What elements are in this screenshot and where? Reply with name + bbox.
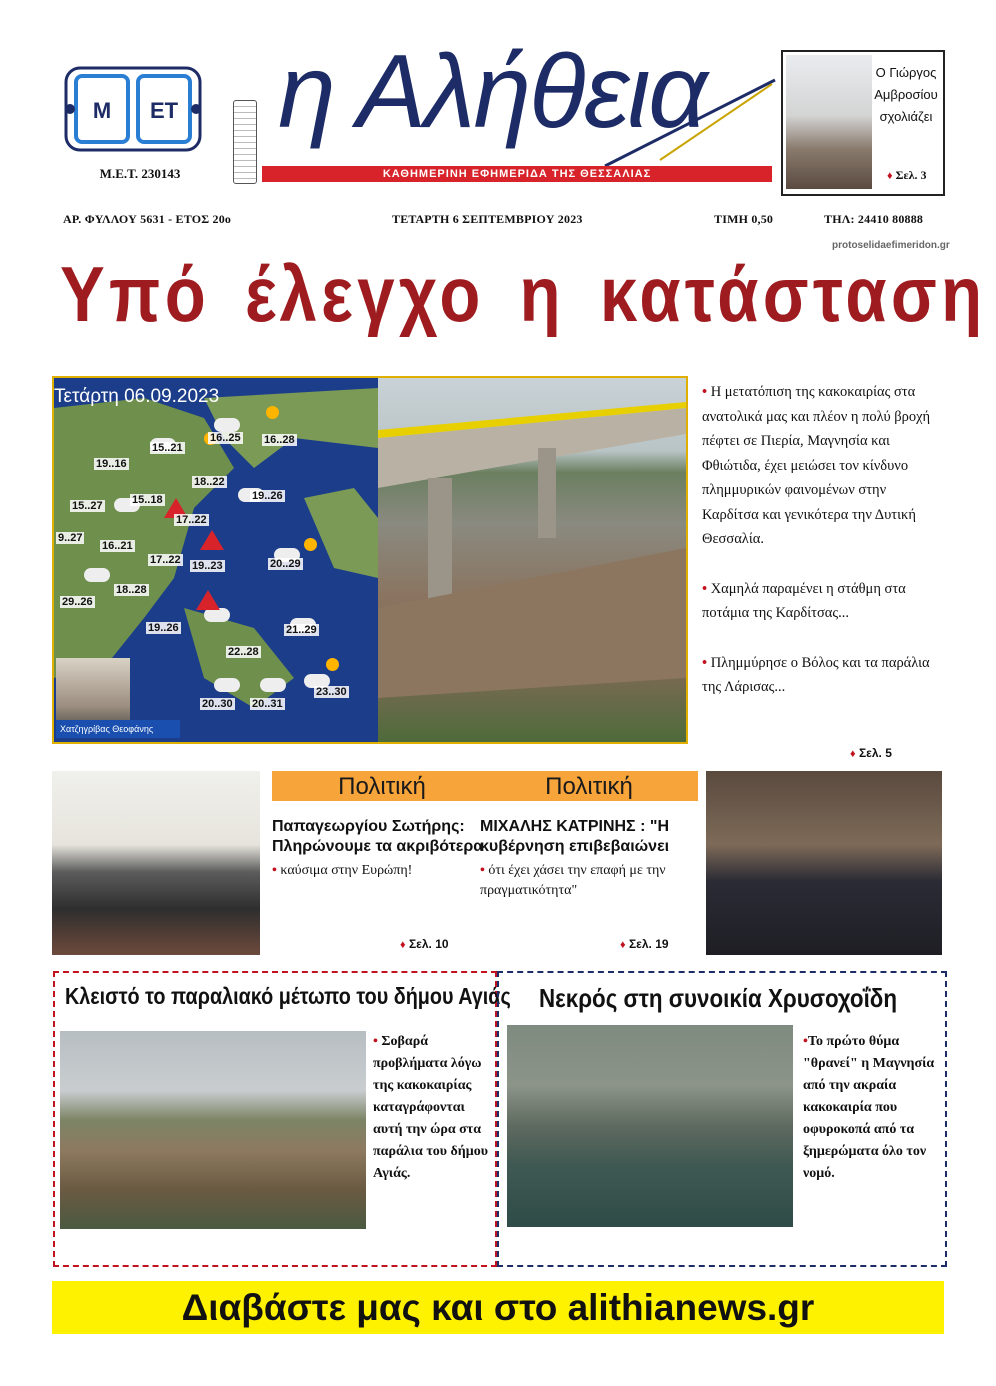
temp-label: 16..28 [264,434,295,446]
met-logo [62,64,204,154]
columnist-line-1: Ο Γιώργος [875,65,937,80]
met-logo-right: ΕΤ [149,98,179,123]
sun-icon [326,658,339,671]
story-text [373,1031,491,1185]
lead-image-frame[interactable] [52,376,688,744]
diamond-icon: ♦ [850,748,856,760]
cloud-icon [260,678,286,692]
columnist-line-3: σχολιάζει [879,109,933,124]
temp-label: 15..21 [152,442,183,454]
lead-paragraph-3 [702,651,942,700]
bullet-icon: • [702,654,708,671]
temp-label: 17..22 [176,514,207,526]
lead-paragraph-1 [702,380,942,552]
bridge-photo [378,378,686,742]
temp-label: 17..22 [150,554,181,566]
website-banner[interactable]: Διαβάστε μας και στο alithianews.gr [52,1281,944,1334]
temp-label: 20..30 [202,698,233,710]
temp-label: 29..26 [62,596,93,608]
temp-label: 16..25 [210,432,241,444]
temp-label: 19..23 [192,560,223,572]
story-title: Κλειστό το παραλιακό μέτωπο του δήμου Αγιάς [65,983,511,1009]
bullet-icon: • [272,863,277,878]
politics-page-1: Σελ. 10 [408,937,449,951]
lead-text-2: Χαμηλά παραμένει η στάθμη στα ποτάμια της Καρδίτσας... [702,580,906,621]
bullet-icon: • [803,1034,808,1049]
met-code: Μ.Ε.Τ. 230143 [99,166,181,181]
cloud-icon [84,568,110,582]
story-text [803,1031,939,1185]
temp-label: 18..28 [116,584,147,596]
columnist-photo [786,55,872,189]
temp-label: 16..21 [102,540,133,552]
story-body: Σοβαρά προβλήματα λόγω της κακοκαιρίας καταγράφονται αυτή την ώρα στα παράλια του δήμου Αγιάς. [373,1034,488,1181]
bridge-shape [378,378,686,742]
temp-label: 15..27 [72,500,103,512]
politics-column-1[interactable] [272,771,492,881]
columnist-box[interactable] [781,50,945,196]
politician-photo-right [706,771,942,955]
bullet-icon: • [702,580,708,597]
sun-icon [304,538,317,551]
temp-label: 15..18 [132,494,163,506]
phone: ΤΗΛ: 24410 80888 [824,212,924,226]
story-body: Το πρώτο θύμα "θρανεί" η Μαγνησία από την ακραία κακοκαιρία που οφυροκοπά από τα ξημερώματα όλο τον νομό. [803,1034,935,1181]
columnist-page-ref [887,168,927,183]
cloud-icon [214,418,240,432]
diamond-icon: ♦ [400,939,406,951]
presenter-name: Χατζηγρίβας Θεοφάνης [56,720,180,738]
temp-label: 20..31 [252,698,283,710]
pen-stroke-icon [600,74,780,174]
story-agia[interactable] [53,971,511,1267]
politics-text [480,861,698,901]
politics-text-body: καύσιμα στην Ευρώπη! [280,863,413,878]
politics-text [272,861,492,881]
politics-title: ΜΙΧΑΛΗΣ ΚΑΤΡΙΝΗΣ : "Η κυβέρνηση επιβεβαιώνει [480,818,670,855]
politics-page-ref-1 [400,937,449,951]
politician-photo-left [52,771,260,955]
temp-label: 19..26 [252,490,283,502]
politics-tag: Πολιτική [272,771,492,801]
issue-date: ΤΕΤΑΡΤΗ 6 ΣΕΠΤΕΜΒΡΙΟΥ 2023 [392,212,583,226]
lead-article[interactable] [702,380,942,725]
diamond-icon: ♦ [887,170,893,182]
temp-label: 20..29 [270,558,301,570]
weather-map [54,378,378,742]
storm-warning-icon [194,588,222,612]
masthead-title[interactable]: η Αλήθεια [278,34,706,150]
main-headline[interactable]: Υπό έλεγχο η κατάσταση [60,250,987,338]
politics-page-ref-2 [620,937,669,951]
bullet-icon: • [373,1034,378,1049]
sun-icon [266,406,279,419]
price: ΤΙΜΗ 0,50 [714,212,774,226]
bullet-icon: • [480,863,485,878]
politics-title: Παπαγεωργίου Σωτήρης: Πληρώνουμε τα ακριβότερα [272,818,484,855]
columnist-page: Σελ. 3 [895,168,927,182]
lead-page-ref [850,746,892,760]
temp-label: 9..27 [58,532,83,544]
politics-column-2[interactable] [480,771,698,901]
lead-paragraph-2 [702,577,942,626]
story-title: Νεκρός στη συνοικία Χρυσοχοΐδη [539,983,898,1013]
storm-warning-icon [198,528,226,552]
lead-text-3: Πλημμύρησε ο Βόλος και τα παράλια της Λάρισας... [702,654,930,695]
politics-tag: Πολιτική [480,771,698,801]
met-logo-left: Μ [92,98,112,123]
cloud-icon [214,678,240,692]
temp-label: 22..28 [228,646,259,658]
politics-page-2: Σελ. 19 [628,937,669,951]
temp-label: 21..29 [286,624,317,636]
lead-page: Σελ. 5 [858,746,892,760]
bullet-icon: • [702,384,708,400]
esiee-seal-icon [233,100,257,184]
temp-label: 19..16 [96,458,127,470]
temp-label: 23..30 [316,686,347,698]
story-photo-coast [60,1031,366,1229]
temp-label: 19..26 [148,622,179,634]
source-credit: protoselidaefimeridon.gr [832,240,950,251]
issue-number: ΑΡ. ΦΥΛΛΟΥ 5631 - ΕΤΟΣ 20ο [63,212,232,226]
columnist-line-2: Αμβροσίου [874,87,938,102]
temp-label: 18..22 [194,476,225,488]
columnist-name [873,62,939,128]
diamond-icon: ♦ [620,939,626,951]
map-date: Τετάρτη 06.09.2023 [54,386,220,407]
story-photo-flood [507,1025,793,1227]
politics-text-body: ότι έχει χάσει την επαφή με την πραγματικότητα" [480,863,666,898]
lead-text-1: Η μετατόπιση της κακοκαιρίας στα ανατολικά μας και πλέον η πολύ βροχή πέφτει σε Πιερία, Μαγνησία και Φθιώτιδα, έχει μειώσει τον κίνδυνο πλημμυρικών φαινομένων στην Καρδίτσα και γενικότερα την Δυτική Θεσσαλία. [702,384,931,547]
masthead-subtitle: ΚΑΘΗΜΕΡΙΝΗ ΕΦΗΜΕΡΙΔΑ ΤΗΣ ΘΕΣΣΑΛΙΑΣ [262,166,772,182]
story-chrysochoidi[interactable] [497,971,947,1267]
